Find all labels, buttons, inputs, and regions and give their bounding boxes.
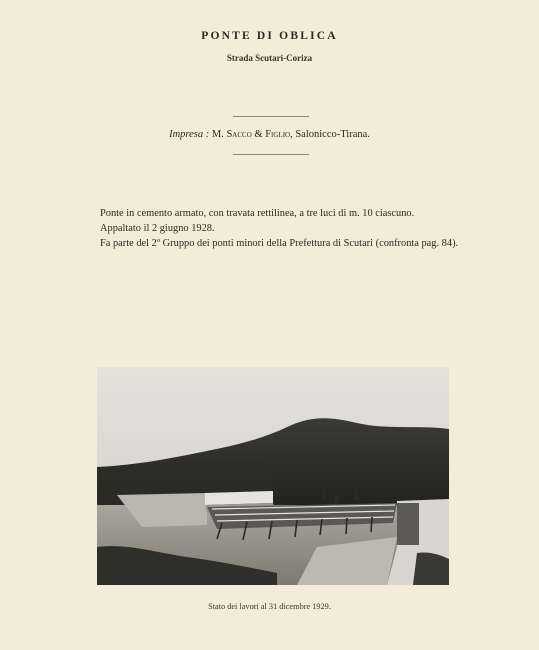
paragraph-group: Fa parte del 2º Gruppo dei ponti minori della Prefettura di Scutari (confronta pag. 84). <box>100 238 459 250</box>
paragraph-description: Ponte in cemento armato, con travata rettilinea, a tre luci di m. 10 ciascuno. <box>100 208 415 219</box>
impresa-location: , Salonicco-Tirana. <box>290 129 370 140</box>
page-subtitle: Strada Scutari-Coriza <box>226 53 313 63</box>
paragraph-contract-date: Appaltato il 2 giugno 1928. <box>100 223 215 235</box>
body-text <box>79 206 465 252</box>
abutment-wall <box>205 491 273 505</box>
photo-illustration <box>97 367 449 585</box>
impresa-name-figlio: Figlio <box>265 129 291 140</box>
impresa-line <box>0 129 539 140</box>
impresa-ampersand: & <box>251 129 266 140</box>
photo-caption: Stato dei lavori al 31 dicembre 1929. <box>208 602 331 611</box>
page-title: PONTE DI OBLICA <box>201 30 338 42</box>
construction-photo <box>97 367 449 585</box>
impresa-label: Impresa : <box>169 129 210 140</box>
impresa-name-sacco: Sacco <box>226 129 252 140</box>
divider-top <box>233 116 309 117</box>
pier-right <box>397 503 419 545</box>
divider-bottom <box>233 154 309 155</box>
foreground-brush-right <box>413 552 449 585</box>
impresa-name-prefix: M. <box>211 129 227 140</box>
